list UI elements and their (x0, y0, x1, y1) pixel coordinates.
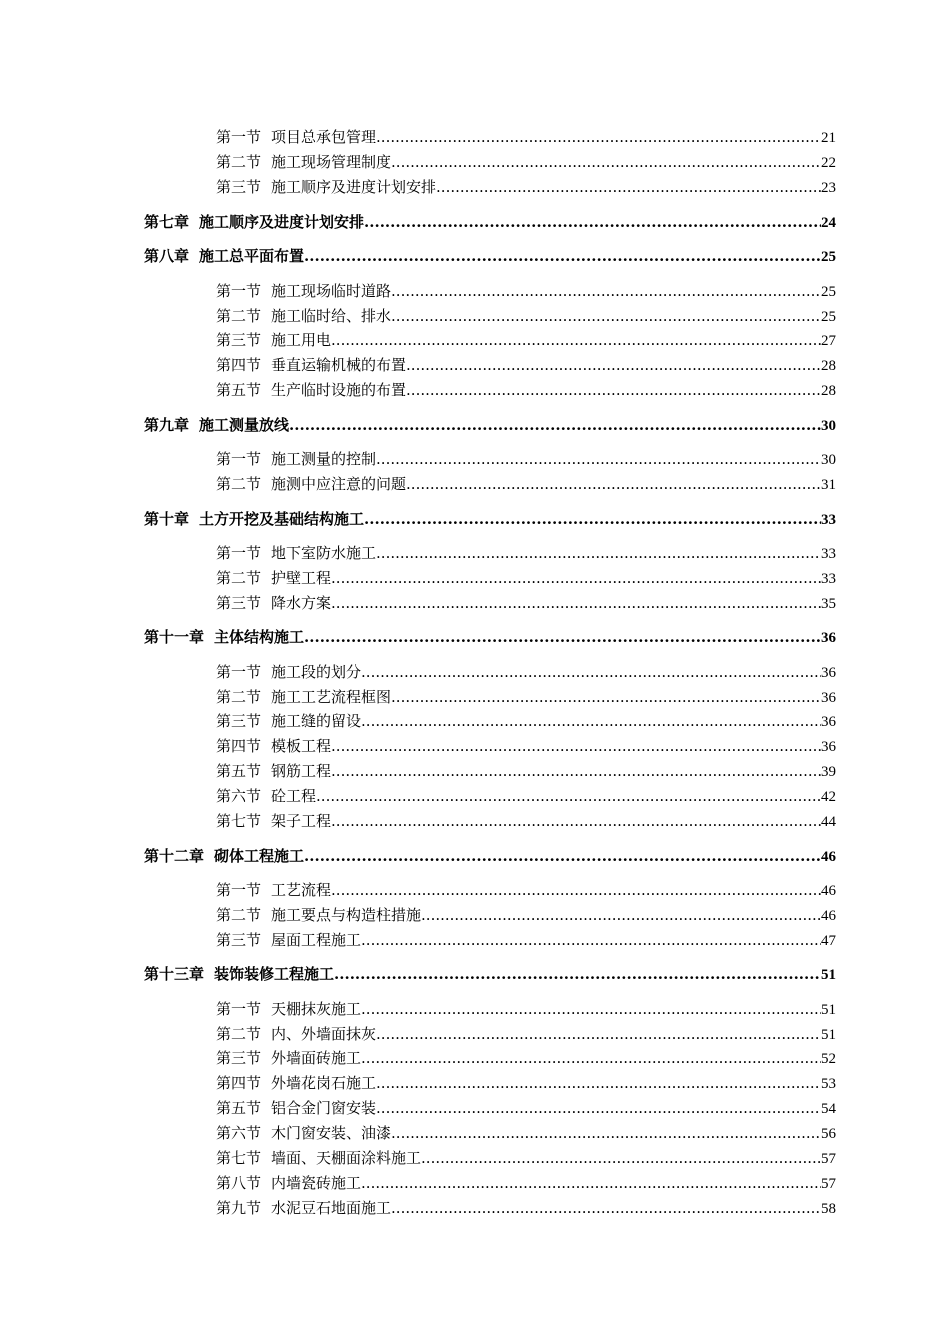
toc-entry-number: 第三节 (216, 1049, 262, 1067)
toc-section-entry (216, 474, 836, 495)
toc-dot-leader (364, 212, 821, 232)
toc-entry-page: 51 (821, 1002, 836, 1018)
toc-dot-leader (289, 415, 821, 435)
toc-section-entry (216, 543, 836, 564)
toc-entry-number: 第十三章 (144, 965, 205, 983)
toc-entry-number: 第三节 (216, 331, 262, 349)
toc-entry-number: 第八章 (144, 247, 190, 265)
toc-entry-page: 24 (821, 215, 836, 231)
toc-entry-page: 33 (821, 512, 836, 528)
toc-entry-number: 第十二章 (144, 847, 205, 865)
toc-chapter-entry (144, 246, 836, 267)
toc-entry-page: 44 (821, 814, 836, 830)
toc-entry-page: 52 (821, 1051, 836, 1067)
toc-entry-number: 第三节 (216, 178, 262, 196)
toc-entry-number: 第七节 (216, 812, 262, 830)
toc-dot-leader (361, 999, 821, 1019)
toc-section-entry (216, 306, 836, 327)
toc-entry-title: 木门窗安装、油漆 (271, 1124, 392, 1142)
toc-entry-title: 施工总平面布置 (199, 247, 305, 265)
toc-section-entry (216, 662, 836, 683)
toc-entry-number: 第二节 (216, 1025, 262, 1043)
toc-entry-title: 工艺流程 (271, 881, 332, 899)
toc-section-entry (216, 152, 836, 173)
toc-dot-leader (331, 568, 821, 588)
toc-entry-number: 第五节 (216, 762, 262, 780)
toc-entry-page: 23 (821, 180, 836, 196)
toc-entry-page: 36 (821, 714, 836, 730)
toc-dot-leader (376, 1073, 821, 1093)
toc-chapter-entry (144, 212, 836, 233)
toc-entry-number: 第四节 (216, 737, 262, 755)
toc-entry-number: 第一节 (216, 544, 262, 562)
toc-entry-number: 第三节 (216, 712, 262, 730)
toc-entry-page: 46 (821, 883, 836, 899)
toc-dot-leader (376, 543, 821, 563)
toc-section-entry (216, 711, 836, 732)
toc-section-entry (216, 127, 836, 148)
toc-entry-title: 砌体工程施工 (214, 847, 305, 865)
toc-entry-number: 第六节 (216, 787, 262, 805)
toc-dot-leader (391, 152, 821, 172)
toc-entry-title: 施测中应注意的问题 (271, 475, 407, 493)
toc-dot-leader (391, 1198, 821, 1218)
toc-section-entry (216, 449, 836, 470)
toc-entry-page: 51 (821, 1027, 836, 1043)
toc-entry-title: 土方开挖及基础结构施工 (199, 510, 365, 528)
toc-dot-leader (361, 1048, 821, 1068)
toc-entry-page: 39 (821, 764, 836, 780)
toc-entry-number: 第二节 (216, 569, 262, 587)
toc-entry-page: 57 (821, 1176, 836, 1192)
toc-section-entry (216, 1098, 836, 1119)
toc-dot-leader (331, 811, 821, 831)
toc-entry-page: 51 (821, 967, 836, 983)
toc-entry-page: 33 (821, 571, 836, 587)
toc-entry-page: 58 (821, 1201, 836, 1217)
toc-entry-page: 56 (821, 1126, 836, 1142)
toc-entry-number: 第二节 (216, 307, 262, 325)
toc-entry-page: 47 (821, 933, 836, 949)
toc-entry-number: 第一节 (216, 450, 262, 468)
toc-dot-leader (331, 330, 821, 350)
toc-section-entry (216, 786, 836, 807)
toc-dot-leader (391, 1123, 821, 1143)
toc-entry-page: 36 (821, 739, 836, 755)
toc-entry-title: 主体结构施工 (214, 628, 305, 646)
toc-entry-page: 25 (821, 249, 836, 265)
toc-entry-number: 第五节 (216, 381, 262, 399)
toc-entry-number: 第十一章 (144, 628, 205, 646)
toc-entry-number: 第一节 (216, 282, 262, 300)
toc-chapter-entry (144, 509, 836, 530)
toc-entry-number: 第四节 (216, 356, 262, 374)
toc-section-entry (216, 593, 836, 614)
toc-dot-leader (364, 509, 821, 529)
toc-dot-leader (304, 846, 821, 866)
toc-entry-title: 施工测量放线 (199, 416, 290, 434)
toc-section-entry (216, 905, 836, 926)
toc-entry-title: 垂直运输机械的布置 (271, 356, 407, 374)
toc-entry-number: 第二节 (216, 153, 262, 171)
toc-dot-leader (361, 1173, 821, 1193)
toc-entry-title: 护壁工程 (271, 569, 332, 587)
toc-entry-title: 项目总承包管理 (271, 128, 377, 146)
toc-entry-title: 内、外墙面抹灰 (271, 1025, 377, 1043)
toc-section-entry (216, 1123, 836, 1144)
toc-entry-number: 第九章 (144, 416, 190, 434)
toc-entry-title: 装饰装修工程施工 (214, 965, 335, 983)
toc-section-entry (216, 177, 836, 198)
toc-entry-page: 30 (821, 418, 836, 434)
toc-dot-leader (421, 1148, 821, 1168)
toc-dot-leader (304, 246, 821, 266)
toc-entry-title: 天棚抹灰施工 (271, 1000, 362, 1018)
toc-dot-leader (376, 127, 821, 147)
toc-entry-title: 架子工程 (271, 812, 332, 830)
toc-entry-number: 第九节 (216, 1199, 262, 1217)
toc-entry-page: 22 (821, 155, 836, 171)
toc-section-entry (216, 1048, 836, 1069)
toc-entry-number: 第二节 (216, 475, 262, 493)
toc-dot-leader (334, 964, 821, 984)
toc-entry-page: 25 (821, 284, 836, 300)
toc-entry-page: 54 (821, 1101, 836, 1117)
toc-section-entry (216, 811, 836, 832)
toc-dot-leader (406, 380, 821, 400)
toc-section-entry (216, 281, 836, 302)
toc-dot-leader (304, 627, 821, 647)
toc-chapter-entry (144, 627, 836, 648)
toc-entry-title: 铝合金门窗安装 (271, 1099, 377, 1117)
toc-entry-page: 33 (821, 546, 836, 562)
toc-entry-number: 第六节 (216, 1124, 262, 1142)
toc-chapter-entry (144, 964, 836, 985)
toc-section-entry (216, 1198, 836, 1219)
toc-entry-number: 第二节 (216, 688, 262, 706)
toc-entry-title: 钢筋工程 (271, 762, 332, 780)
toc-entry-page: 36 (821, 690, 836, 706)
toc-entry-title: 施工用电 (271, 331, 332, 349)
toc-entry-page: 28 (821, 358, 836, 374)
toc-entry-title: 施工现场临时道路 (271, 282, 392, 300)
toc-dot-leader (316, 786, 821, 806)
toc-entry-number: 第八节 (216, 1174, 262, 1192)
toc-dot-leader (331, 880, 821, 900)
toc-entry-page: 21 (821, 130, 836, 146)
toc-entry-title: 砼工程 (271, 787, 317, 805)
toc-entry-number: 第一节 (216, 881, 262, 899)
toc-entry-title: 水泥豆石地面施工 (271, 1199, 392, 1217)
toc-entry-title: 施工临时给、排水 (271, 307, 392, 325)
toc-section-entry (216, 687, 836, 708)
toc-entry-number: 第一节 (216, 128, 262, 146)
toc-section-entry (216, 1073, 836, 1094)
toc-entry-title: 屋面工程施工 (271, 931, 362, 949)
toc-entry-page: 36 (821, 630, 836, 646)
toc-entry-number: 第五节 (216, 1099, 262, 1117)
toc-dot-leader (361, 662, 821, 682)
toc-entry-title: 内墙瓷砖施工 (271, 1174, 362, 1192)
toc-entry-title: 模板工程 (271, 737, 332, 755)
toc-entry-title: 施工现场管理制度 (271, 153, 392, 171)
toc-dot-leader (406, 474, 821, 494)
toc-section-entry (216, 380, 836, 401)
toc-entry-number: 第三节 (216, 594, 262, 612)
toc-entry-page: 46 (821, 849, 836, 865)
toc-entry-page: 53 (821, 1076, 836, 1092)
toc-entry-page: 57 (821, 1151, 836, 1167)
toc-section-entry (216, 999, 836, 1020)
toc-entry-page: 42 (821, 789, 836, 805)
toc-dot-leader (391, 281, 821, 301)
toc-dot-leader (406, 355, 821, 375)
toc-entry-page: 27 (821, 333, 836, 349)
toc-dot-leader (391, 687, 821, 707)
toc-entry-number: 第七节 (216, 1149, 262, 1167)
toc-entry-number: 第二节 (216, 906, 262, 924)
toc-dot-leader (436, 177, 821, 197)
toc-dot-leader (391, 306, 821, 326)
toc-section-entry (216, 930, 836, 951)
toc-dot-leader (376, 1024, 821, 1044)
toc-entry-title: 施工要点与构造柱措施 (271, 906, 422, 924)
toc-dot-leader (361, 930, 821, 950)
toc-entry-page: 46 (821, 908, 836, 924)
toc-entry-title: 地下室防水施工 (271, 544, 377, 562)
toc-entry-title: 施工顺序及进度计划安排 (199, 213, 365, 231)
toc-chapter-entry (144, 846, 836, 867)
toc-entry-title: 生产临时设施的布置 (271, 381, 407, 399)
toc-entry-title: 施工测量的控制 (271, 450, 377, 468)
toc-dot-leader (361, 711, 821, 731)
toc-entry-number: 第一节 (216, 1000, 262, 1018)
toc-entry-title: 外墙花岗石施工 (271, 1074, 377, 1092)
toc-section-entry (216, 568, 836, 589)
toc-entry-title: 施工顺序及进度计划安排 (271, 178, 437, 196)
toc-entry-number: 第一节 (216, 663, 262, 681)
toc-section-entry (216, 880, 836, 901)
toc-entry-title: 外墙面砖施工 (271, 1049, 362, 1067)
toc-entry-title: 施工段的划分 (271, 663, 362, 681)
toc-section-entry (216, 330, 836, 351)
toc-entry-page: 28 (821, 383, 836, 399)
toc-section-entry (216, 736, 836, 757)
toc-entry-title: 施工工艺流程框图 (271, 688, 392, 706)
toc-dot-leader (331, 736, 821, 756)
toc-entry-number: 第七章 (144, 213, 190, 231)
toc-entry-page: 36 (821, 665, 836, 681)
toc-chapter-entry (144, 415, 836, 436)
toc-entry-page: 25 (821, 309, 836, 325)
toc-section-entry (216, 1173, 836, 1194)
toc-dot-leader (331, 593, 821, 613)
toc-entry-number: 第十章 (144, 510, 190, 528)
toc-entry-number: 第三节 (216, 931, 262, 949)
toc-entry-page: 35 (821, 596, 836, 612)
toc-section-entry (216, 761, 836, 782)
toc-dot-leader (376, 1098, 821, 1118)
toc-entry-page: 30 (821, 452, 836, 468)
toc-entry-title: 降水方案 (271, 594, 332, 612)
toc-section-entry (216, 355, 836, 376)
toc-entry-page: 31 (821, 477, 836, 493)
toc-entry-title: 施工缝的留设 (271, 712, 362, 730)
toc-section-entry (216, 1024, 836, 1045)
toc-entry-number: 第四节 (216, 1074, 262, 1092)
toc-section-entry (216, 1148, 836, 1169)
toc-dot-leader (331, 761, 821, 781)
toc-dot-leader (421, 905, 821, 925)
toc-dot-leader (376, 449, 821, 469)
toc-entry-title: 墙面、天棚面涂料施工 (271, 1149, 422, 1167)
